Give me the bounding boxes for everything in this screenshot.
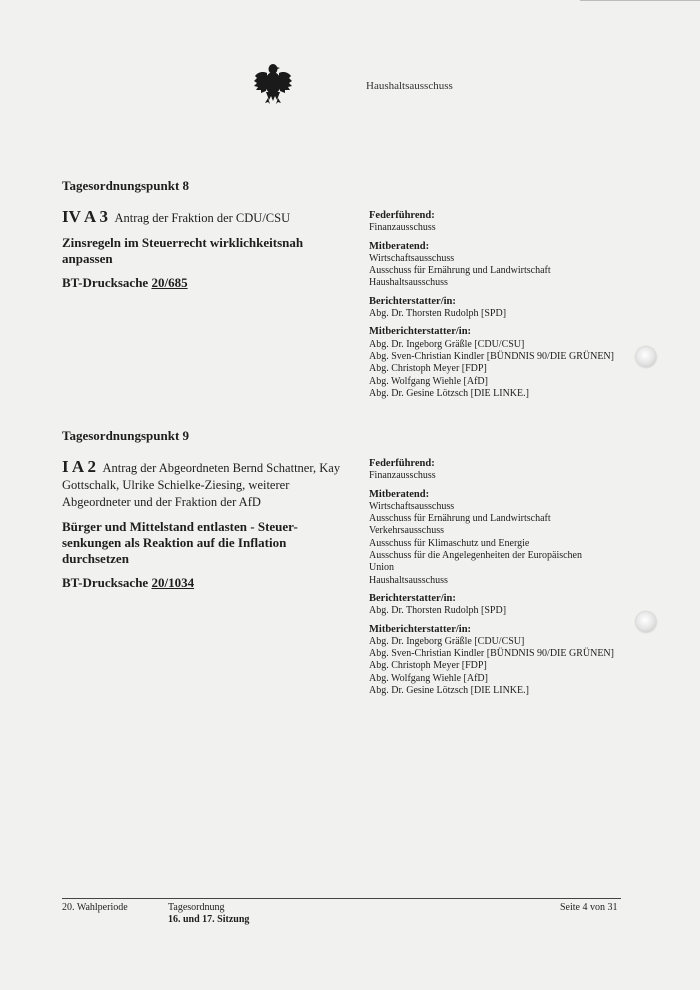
agenda-item-right (369, 210, 629, 400)
advisory-label: Mitberatend: (369, 240, 430, 252)
footer-page-number: Seite 4 von 31 (560, 902, 618, 913)
corapporteur: Abg. Christoph Meyer [FDP] (369, 363, 487, 375)
footer-session: 16. und 17. Sitzung (168, 914, 250, 925)
item-heading (62, 519, 352, 567)
lead-label: Federführend: (369, 458, 435, 469)
corapporteur: Abg. Wolfgang Wiehle [AfD] (369, 672, 488, 684)
corapporteur: Abg. Dr. Ingeborg Gräßle [CDU/CSU] (369, 338, 525, 350)
rapporteur-label: Berichterstatter/in: (369, 592, 456, 604)
corapporteur: Abg. Dr. Gesine Lötzsch [DIE LINKE.] (369, 685, 529, 697)
item-intro (62, 208, 352, 227)
corapporteur: Abg. Sven-Christian Kindler [BÜNDNIS 90/DIE GRÜNEN] (369, 648, 614, 660)
advisory-committee: Union (369, 562, 394, 574)
item-heading-line: anpassen (62, 251, 113, 266)
item-intro-text: Gottschalk, Ulrike Schielke-Ziesing, weiterer (62, 478, 290, 492)
advisory-committee: Wirtschaftsausschuss (369, 252, 455, 264)
item-code: IV A 3 (62, 207, 108, 226)
federal-eagle-logo (253, 62, 293, 104)
advisory-committee: Haushaltsausschuss (369, 574, 448, 586)
doc-number: 20/685 (151, 275, 188, 290)
item-intro-text: Antrag der Fraktion der CDU/CSU (114, 211, 291, 225)
advisory-committee: Ausschuss für Ernährung und Landwirtschaft (369, 265, 551, 277)
corapporteur-label: Mitberichterstatter/in: (369, 326, 472, 338)
item-document-reference (62, 575, 352, 591)
item-heading-line: Bürger und Mittelstand entlasten - Steuer- (62, 519, 298, 534)
advisory-committee: Ausschuss für Klimaschutz und Energie (369, 537, 530, 549)
lead-committee: Finanzausschuss (369, 222, 436, 234)
agenda-title: Tagesordnungspunkt 8 (62, 178, 190, 193)
advisory-committee: Verkehrsausschuss (369, 525, 444, 537)
rapporteur: Abg. Dr. Thorsten Rudolph [SPD] (369, 308, 507, 320)
agenda-title: Tagesordnungspunkt 9 (62, 428, 190, 443)
corapporteur: Abg. Sven-Christian Kindler [BÜNDNIS 90/DIE GRÜNEN] (369, 350, 614, 362)
lead-committee: Finanzausschuss (369, 470, 436, 482)
footer-rule (62, 898, 621, 899)
item-intro-text: Abgeordneter und der Fraktion der AfD (62, 495, 261, 509)
scan-edge-line (580, 0, 700, 1)
advisory-committee: Wirtschaftsausschuss (369, 500, 455, 512)
item-heading-line: Zinsregeln im Steuerrecht wirklichkeitsnah (62, 235, 304, 250)
advisory-label: Mitberatend: (369, 488, 430, 500)
corapporteur: Abg. Dr. Gesine Lötzsch [DIE LINKE.] (369, 387, 529, 399)
doc-prefix: BT-Drucksache (62, 275, 152, 290)
punch-hole (636, 347, 656, 367)
advisory-committee: Ausschuss für die Angelegenheiten der Europäischen (369, 550, 582, 562)
rapporteur-label: Berichterstatter/in: (369, 295, 456, 307)
doc-number: 20/1034 (151, 575, 195, 590)
punch-hole (636, 612, 656, 632)
item-intro-text: Antrag der Abgeordneten Bernd Schattner, Kay (102, 461, 341, 475)
footer-center (168, 902, 249, 926)
rapporteur: Abg. Dr. Thorsten Rudolph [SPD] (369, 605, 507, 617)
agenda-item-left (62, 458, 352, 591)
corapporteur-label: Mitberichterstatter/in: (369, 623, 472, 635)
advisory-committee: Ausschuss für Ernährung und Landwirtschaft (369, 513, 551, 525)
item-intro (62, 458, 352, 477)
corapporteur: Abg. Dr. Ingeborg Gräßle [CDU/CSU] (369, 635, 525, 647)
corapporteur: Abg. Christoph Meyer [FDP] (369, 660, 487, 672)
footer-doc-type: Tagesordnung (168, 902, 225, 913)
committee-name: Haushaltsausschuss (366, 80, 453, 92)
agenda-item-right (369, 458, 629, 697)
item-heading (62, 235, 352, 267)
item-code: I A 2 (62, 457, 97, 476)
item-heading-line: senkungen als Reaktion auf die Inflation (62, 535, 287, 550)
item-heading-line: durchsetzen (62, 551, 129, 566)
item-document-reference (62, 275, 352, 291)
lead-label: Federführend: (369, 210, 435, 221)
corapporteur: Abg. Wolfgang Wiehle [AfD] (369, 375, 488, 387)
doc-prefix: BT-Drucksache (62, 575, 152, 590)
footer-period: 20. Wahlperiode (62, 902, 128, 913)
advisory-committee: Haushaltsausschuss (369, 277, 448, 289)
agenda-item-left (62, 208, 352, 291)
